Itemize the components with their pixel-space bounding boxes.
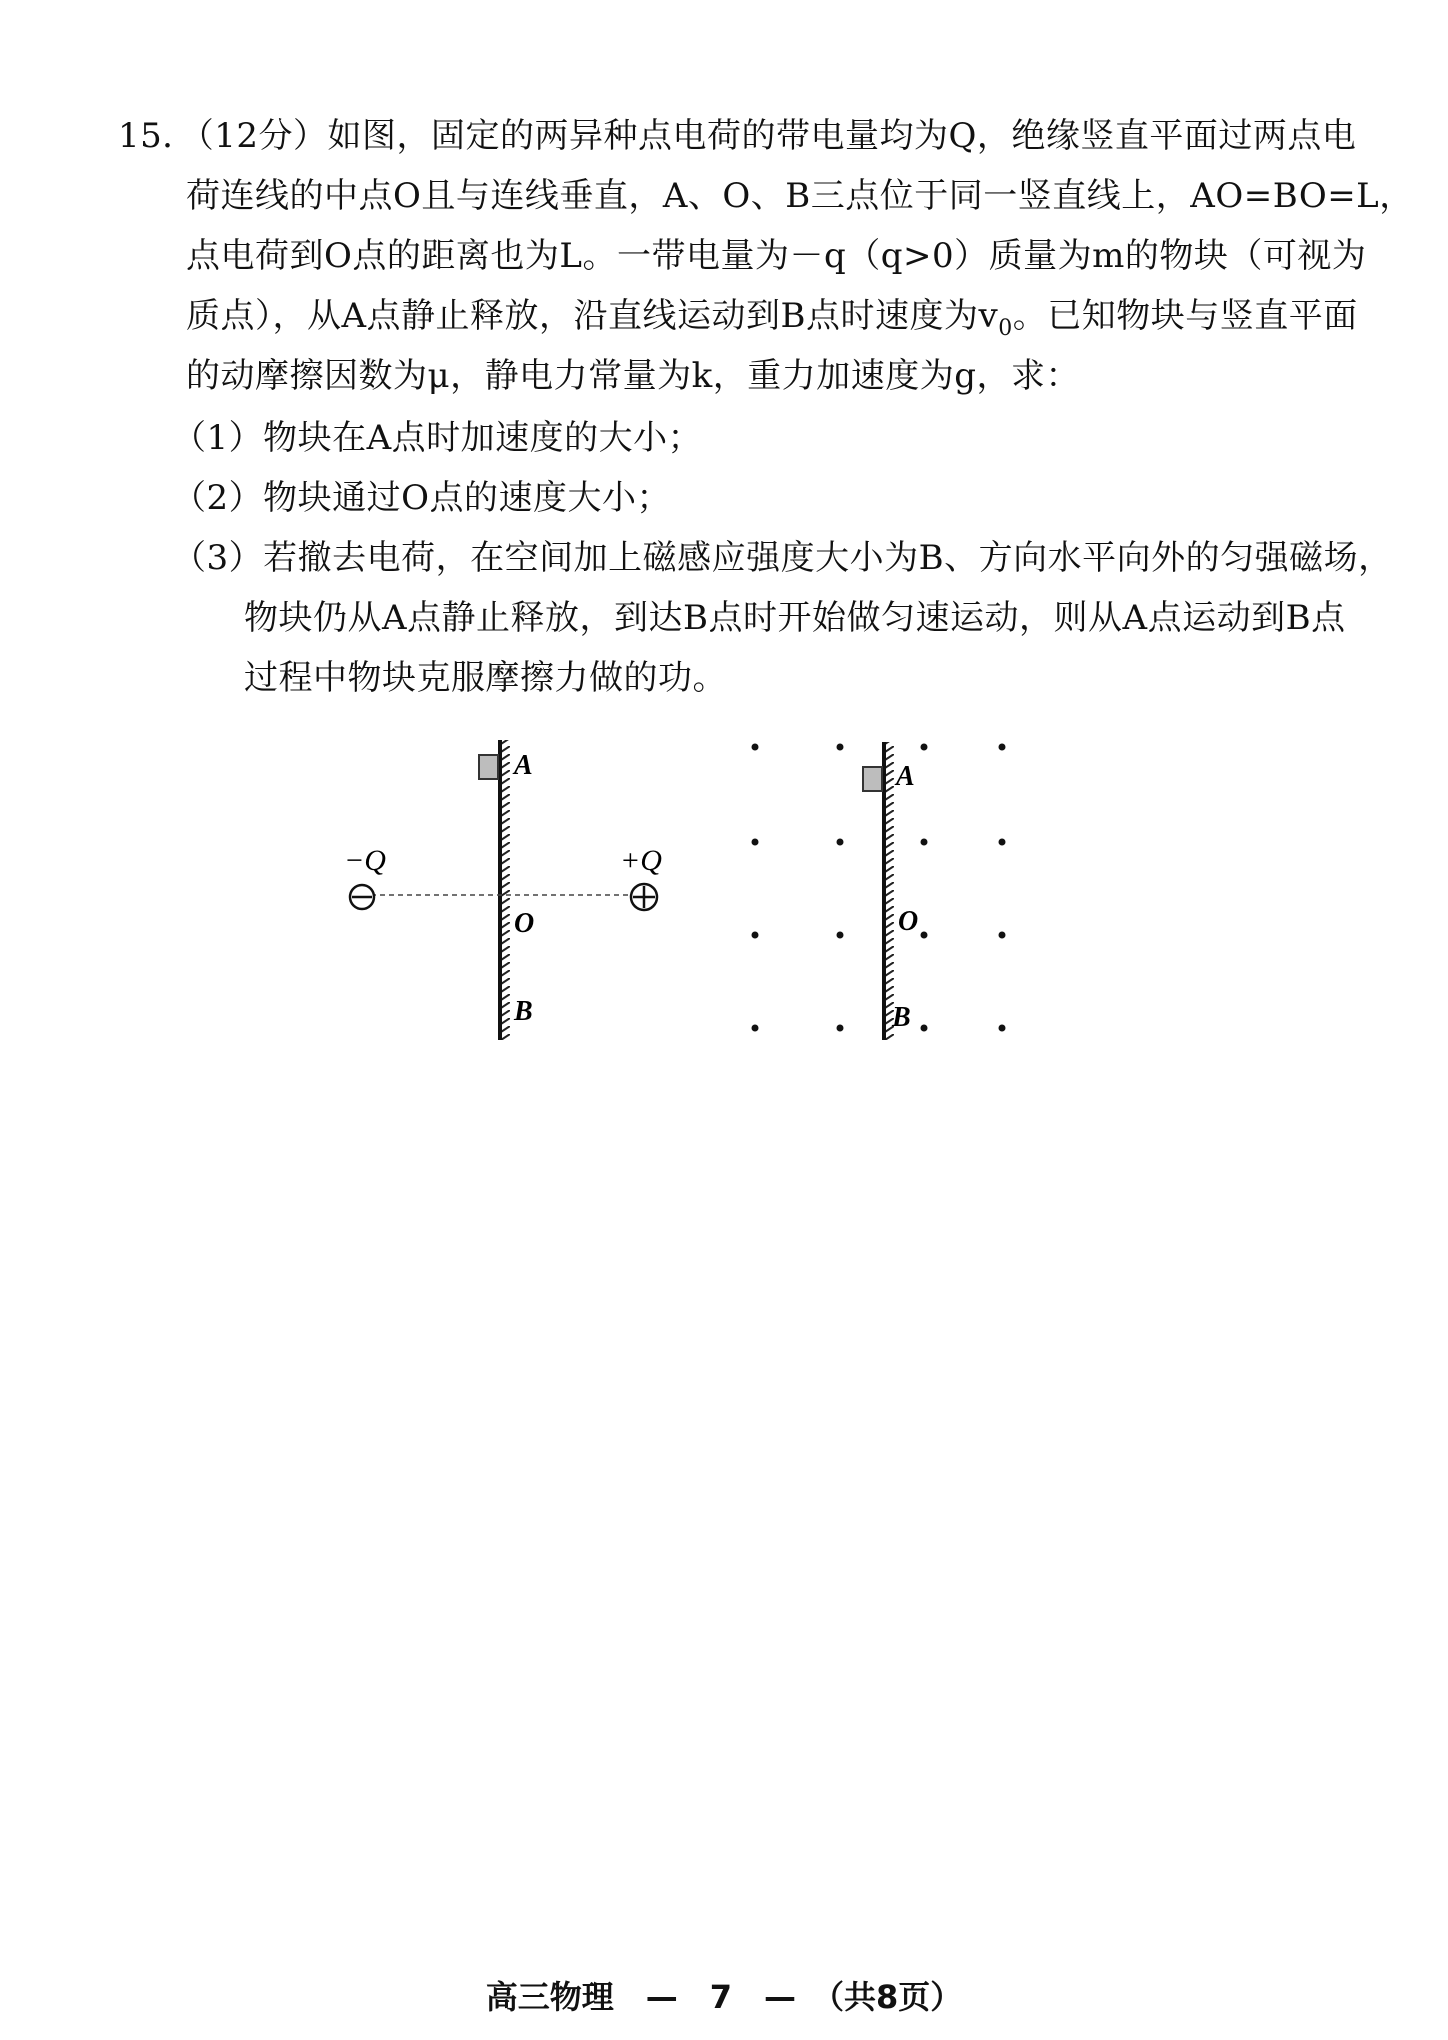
page-footer: 高三物理 — 7 — （共8页） (485, 1978, 963, 2016)
right-label-b: B (892, 1002, 911, 1033)
stem-line-4-suffix: 。已知物块与竖直平面 (1012, 296, 1358, 336)
left-label-o: O (514, 908, 535, 939)
right-block (863, 767, 882, 791)
sub-question-3-line-2: 物块仍从A点静止释放，到达B点时开始做匀速运动，则从A点运动到B点 (244, 598, 1346, 638)
sub-question-3: （3）若撤去电荷，在空间加上磁感应强度大小为B、方向水平向外的匀强磁场， (172, 538, 1393, 578)
v0-subscript: 0 (998, 315, 1013, 341)
left-block (479, 755, 498, 779)
stem-line-2: 荷连线的中点O且与连线垂直，A、O、B三点位于同一竖直线上，AO=BO=L， (186, 176, 1414, 216)
physics-figure (330, 730, 1050, 1060)
left-label-a: A (514, 750, 533, 781)
sub-question-2: （2）物块通过O点的速度大小； (172, 478, 672, 518)
right-label-o: O (898, 906, 919, 937)
sub-question-1: （1）物块在A点时加速度的大小； (172, 418, 703, 458)
right-label-a: A (896, 761, 915, 792)
right-diagram (752, 742, 1006, 1040)
negative-charge-icon (350, 885, 374, 909)
positive-charge-icon (631, 884, 657, 910)
left-label-b: B (514, 996, 533, 1027)
stem-line-5: 的动摩擦因数为μ，静电力常量为k，重力加速度为g，求： (186, 356, 1080, 396)
question-first-line: 15．（12分）如图，固定的两异种点电荷的带电量均为Q，绝缘竖直平面过两点电 (118, 116, 1357, 156)
stem-line-3: 点电荷到O点的距离也为L。一带电量为－q（q>0）质量为m的物块（可视为 (186, 236, 1367, 276)
stem-line-1: 如图，固定的两异种点电荷的带电量均为Q，绝缘竖直平面过两点电 (327, 116, 1357, 156)
question-score: （12分） (196, 116, 328, 156)
positive-charge-label: +Q (620, 844, 662, 877)
stem-line-4 (186, 296, 1358, 341)
negative-charge-label: −Q (344, 844, 386, 877)
sub-question-3-line-3: 过程中物块克服摩擦力做的功。 (244, 658, 727, 698)
question-number: 15 (118, 116, 163, 156)
stem-line-4-text: 质点），从A点静止释放，沿直线运动到B点时速度为v (186, 296, 999, 336)
left-diagram (344, 740, 662, 1040)
